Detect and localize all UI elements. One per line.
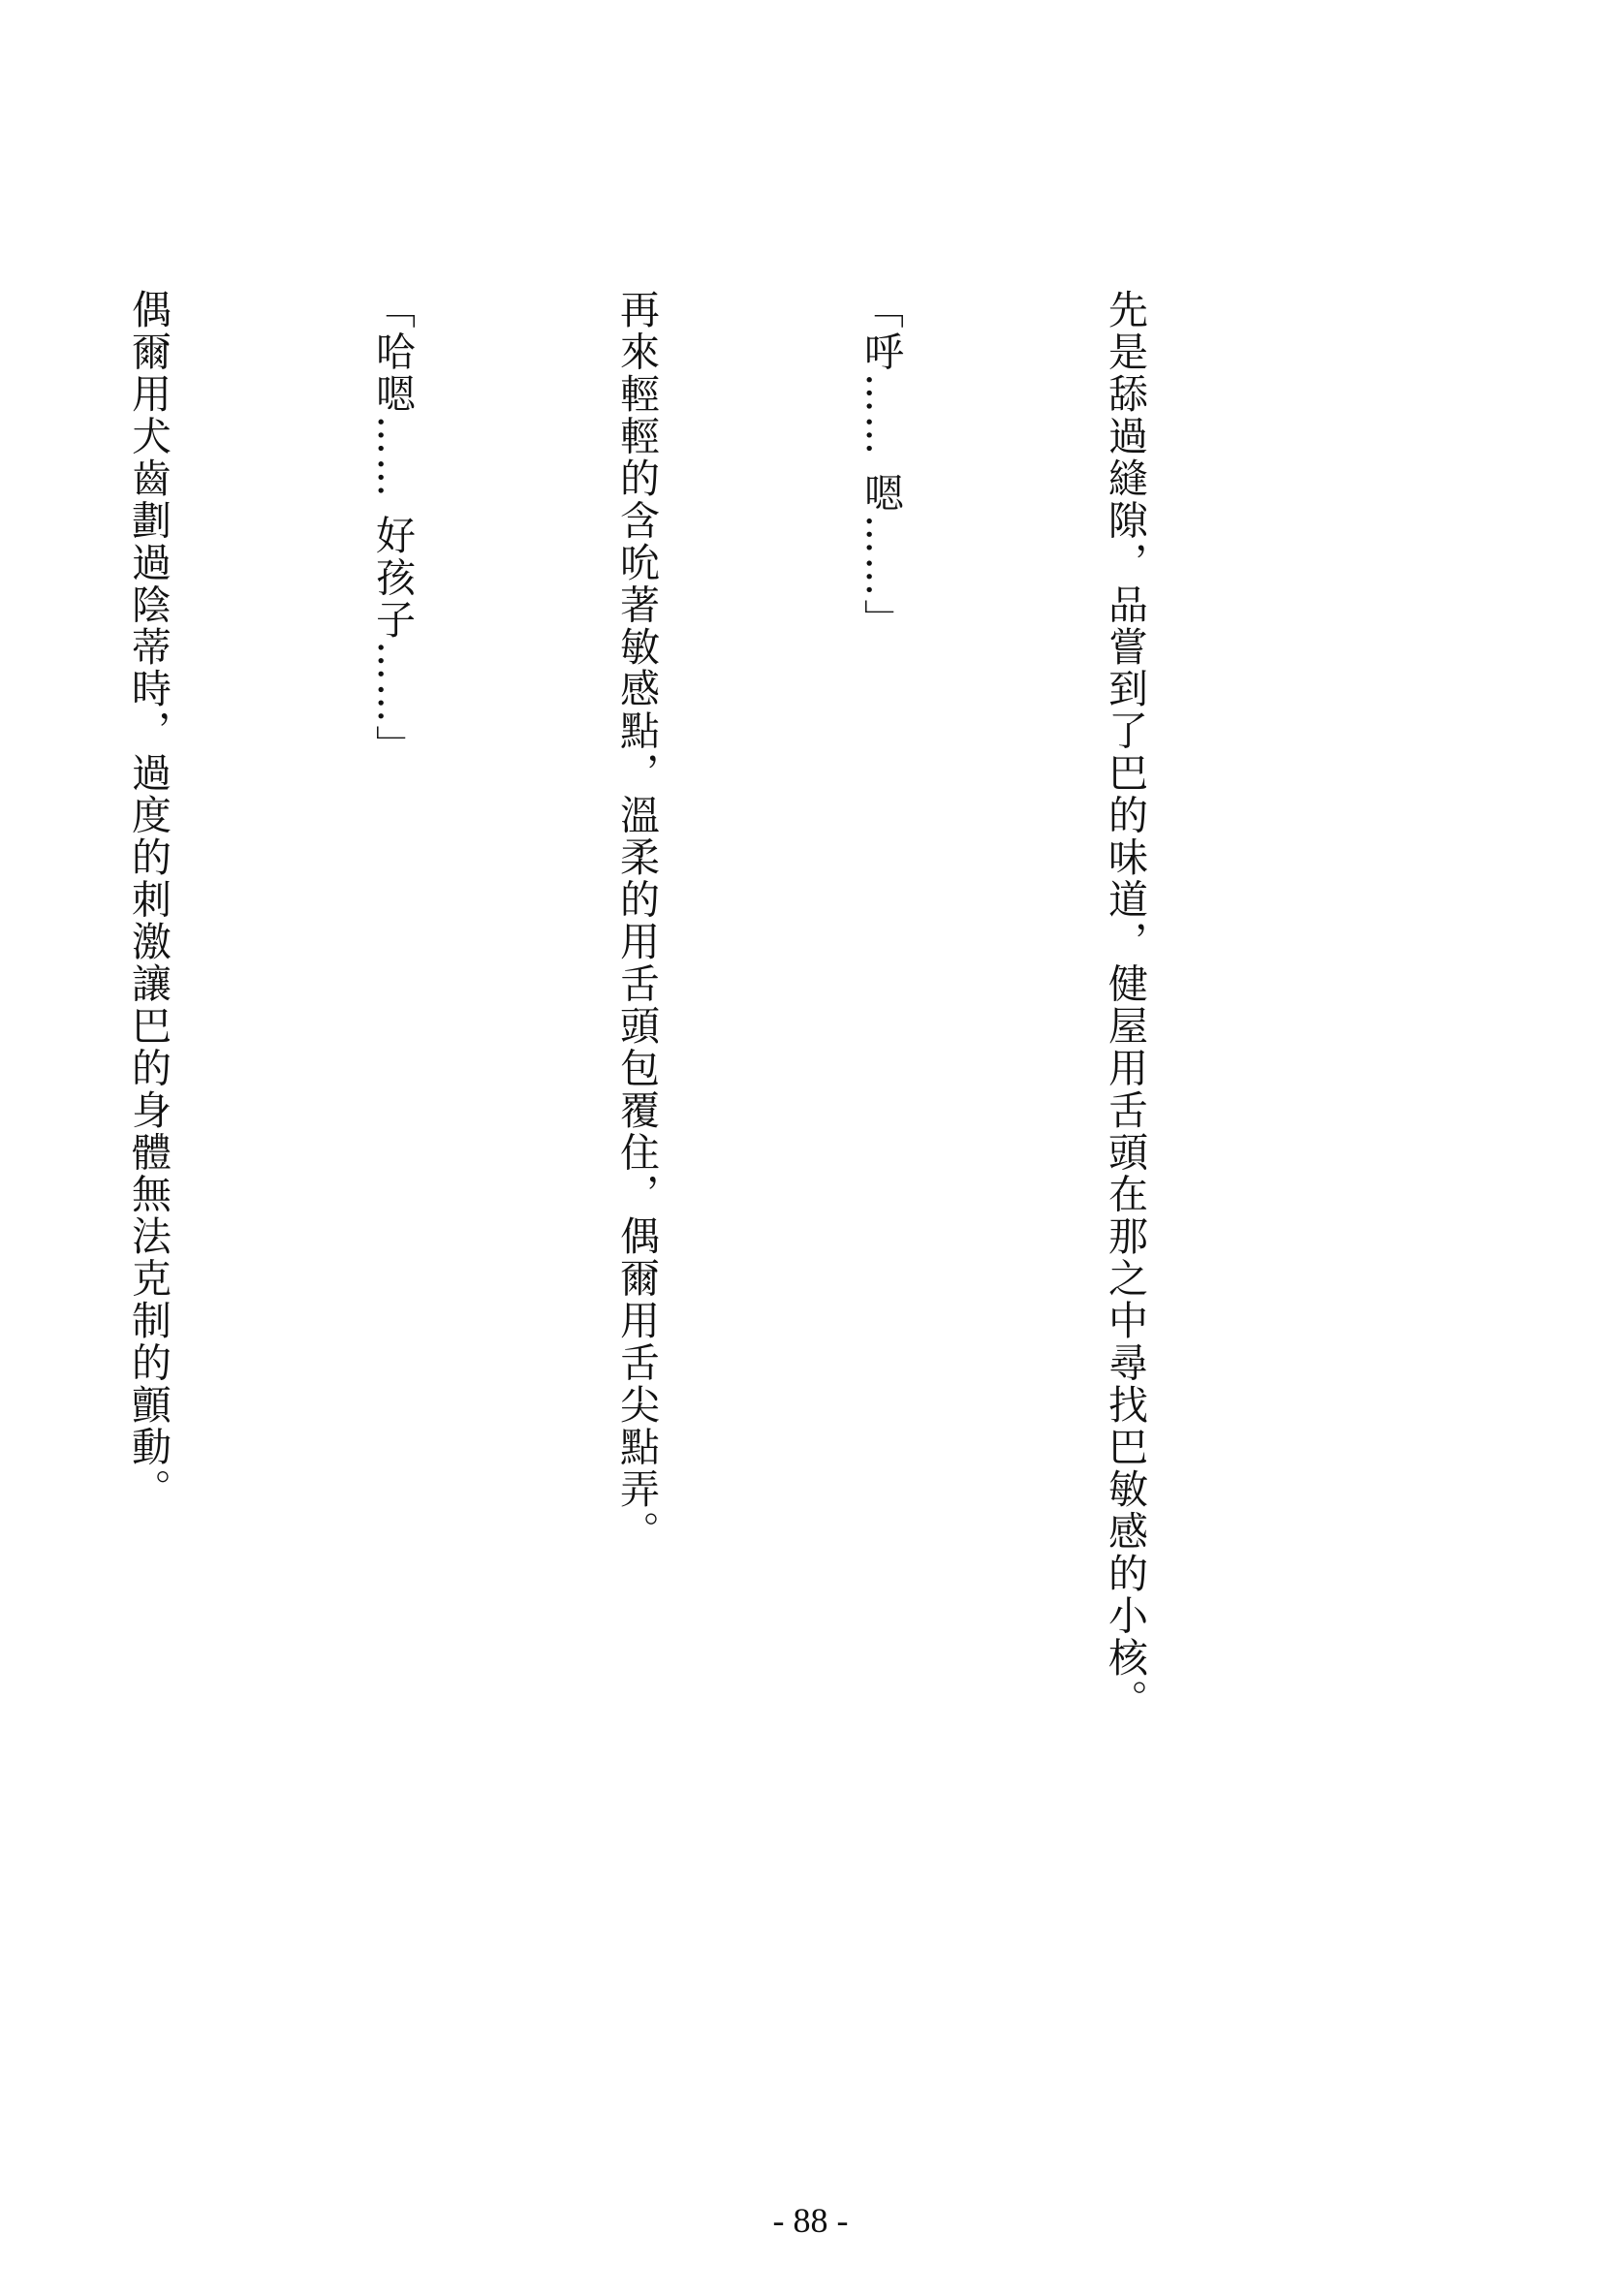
text-line: 偶爾用犬齒劃過陰蒂時，過度的刺激讓巴的身體無法克制的顫動。	[125, 289, 171, 1511]
page-number: - 88 -	[772, 2201, 849, 2240]
text-line: 再來輕輕的含吮著敏感點，溫柔的用舌頭包覆住，偶爾用舌尖點弄。	[613, 289, 660, 1553]
text-line: 先是舔過縫隙，品嘗到了巴的味道，健屋用舌頭在那之中尋找巴敏感的小核。	[1102, 289, 1148, 1721]
vertical-text-body	[0, 289, 1328, 1791]
dialogue-line: 「呼…… 嗯……」	[857, 289, 904, 642]
dialogue-line: 「哈嗯…… 好孩子……」	[369, 289, 416, 768]
